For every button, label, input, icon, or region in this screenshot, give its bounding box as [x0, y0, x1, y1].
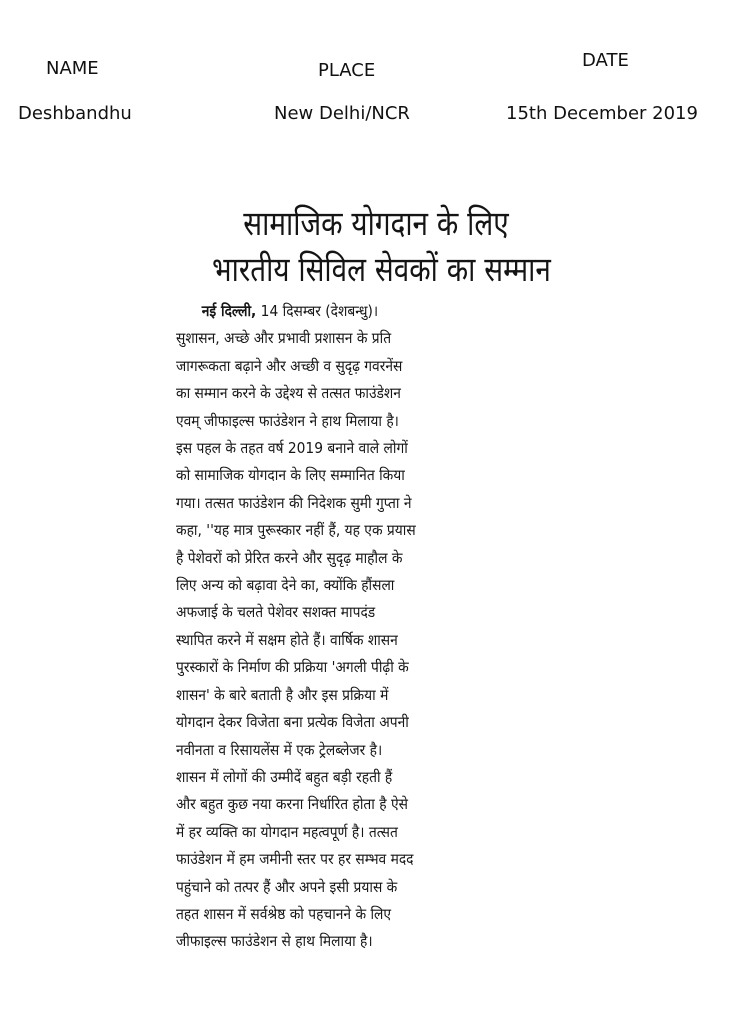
- article-line: लिए अन्य को बढ़ावा देने का, क्योंकि हौंसला: [176, 576, 395, 595]
- article-line: है पेशेवरों को प्रेरित करने और सुदृढ़ माहौल के: [176, 548, 403, 567]
- article-line: एवम् जीफाइल्स फाउंडेशन ने हाथ मिलाया है।: [176, 411, 399, 430]
- publication-place: New Delhi/NCR: [274, 103, 410, 124]
- article-line: स्थापित करने में सक्षम होते हैं। वार्षिक शासन: [176, 630, 398, 649]
- article-line: कहा, ''यह मात्र पुरूस्कार नहीं हैं, यह एक प्रयास: [176, 521, 416, 540]
- article-line: पुरस्कारों के निर्माण की प्रक्रिया 'अगली पीढ़ी के: [176, 658, 409, 677]
- article-line: योगदान देकर विजेता बना प्रत्येक विजेता अपनी: [176, 713, 409, 732]
- article-line: शासन' के बारे बताती है और इस प्रक्रिया में: [176, 685, 389, 704]
- article-line: पहुंचाने को तत्पर हैं और अपने इसी प्रयास के: [176, 877, 398, 896]
- publication-name: Deshbandhu: [18, 103, 132, 124]
- date-label: DATE: [582, 50, 629, 71]
- article-line: और बहुत कुछ नया करना निर्धारित होता है ऐसे: [176, 795, 408, 814]
- article-line: शासन में लोगों की उम्मीदें बहुत बड़ी रहती हैं: [176, 767, 393, 786]
- article-line: जागरूकता बढ़ाने और अच्छी व सुदृढ़ गवरनेंस: [176, 356, 403, 375]
- article-line: का सम्मान करने के उद्देश्य से तत्सत फाउंडेशन: [176, 384, 401, 403]
- dateline: नई दिल्ली,: [201, 302, 257, 320]
- article-line: [176, 298, 544, 325]
- place-label: PLACE: [318, 60, 376, 81]
- news-clipping: [176, 200, 576, 990]
- article-body: [176, 298, 576, 956]
- article-line: अफजाई के चलते पेशेवर सशक्त मापदंड: [176, 603, 376, 622]
- article-line: को सामाजिक योगदान के लिए सम्मानित किया: [176, 466, 405, 485]
- name-label: NAME: [46, 58, 99, 79]
- article-line: इस पहल के तहत वर्ष 2019 बनाने वाले लोगों: [176, 439, 408, 458]
- article-line: सुशासन, अच्छे और प्रभावी प्रशासन के प्रति: [176, 329, 392, 348]
- article-line: नवीनता व रिसायलेंस में एक ट्रेलब्लेजर है।: [176, 740, 383, 759]
- article-line: जीफाइल्स फाउंडेशन से हाथ मिलाया है।: [176, 932, 373, 951]
- headline-line-1: सामाजिक योगदान के लिए: [243, 204, 509, 244]
- dateline-rest: 14 दिसम्बर (देशबन्धु)।: [256, 302, 379, 320]
- article-line: में हर व्यक्ति का योगदान महत्वपूर्ण है। तत्सत: [176, 822, 398, 841]
- article-line: तहत शासन में सर्वश्रेष्ठ को पहचानने के लिए: [176, 904, 392, 923]
- headline-line-2: भारतीय सिविल सेवकों का सम्मान: [212, 250, 551, 290]
- publication-date: 15th December 2019: [506, 103, 698, 124]
- article-line: गया। तत्सत फाउंडेशन की निदेशक सुमी गुप्ता ने: [176, 493, 412, 512]
- article-line: फाउंडेशन में हम जमीनी स्तर पर हर सम्भव मदद: [176, 850, 414, 869]
